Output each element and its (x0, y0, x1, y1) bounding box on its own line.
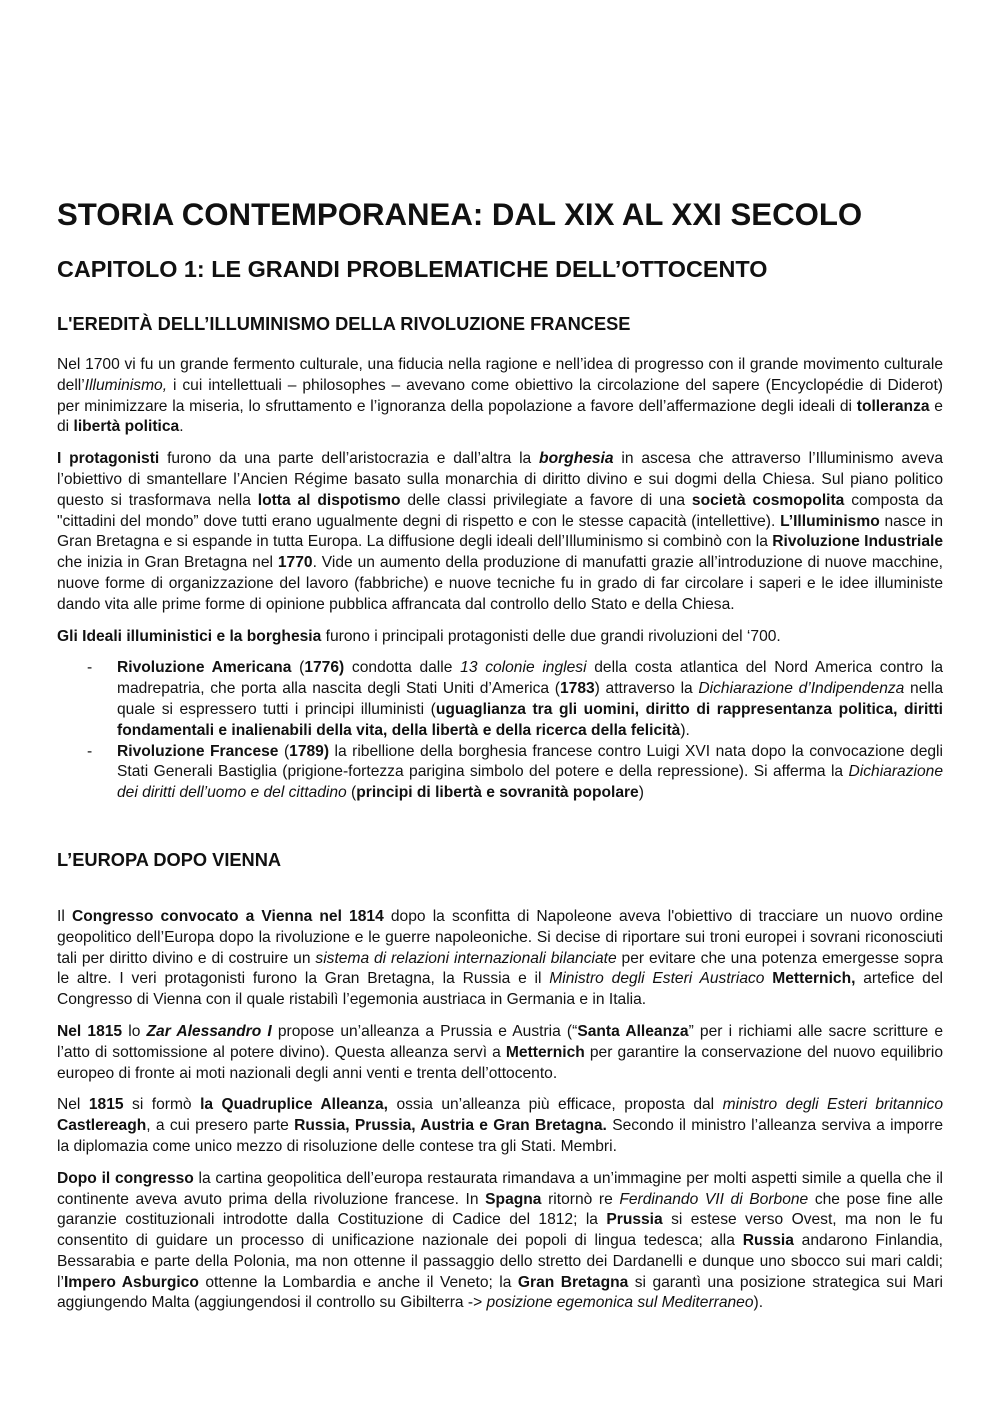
section-heading-illuminismo: L'EREDITÀ DELL’ILLUMINISMO DELLA RIVOLUZIONE FRANCESE (57, 313, 631, 334)
revolutions-list (57, 658, 943, 804)
paragraph-quadruplice-alleanza: Nel 1815 si formò la Quadruplice Alleanza, ossia un’alleanza più efficace, proposta dal ministro degli Esteri britannico Castlereagh, a cui presero parte Russia, Prussia, Austria e Gran Bretagna. Secondo il ministro l’alleanza serviva a imporre la diplomazia come unico mezzo di risoluzione delle contese tra gli Stati. Membri. (57, 1096, 943, 1155)
paragraph-ideali-borghesia: Gli Ideali illuministici e la borghesia furono i principali protagonisti delle due grandi rivoluzioni del ‘700. (57, 627, 781, 645)
paragraph-protagonisti: I protagonisti furono da una parte dell’aristocrazia e dall’altra la borghesia in ascesa che attraverso l’Illuminismo aveva l’obiettivo di smantellare l’Ancien Régime basato sulla monarchia di diritto divino e sui dogmi della Chiesa. Sul piano politico questo si trasformava nella lotta al dispotismo delle classi privilegiate a favore di una società cosmopolita composta da "cittadini del mondo” dove tutti erano ugualmente degni di rispetto e con le stesse capacità (intellettive). L’Illuminismo nasce in Gran Bretagna e si espande in tutta Europa. La diffusione degli ideali dell’Illuminismo si combinò con la Rivoluzione Industriale che inizia in Gran Bretagna nel 1770. Vide un aumento della produzione di manufatti grazie all’introduzione di nuove macchine, nuove forme di organizzazione del lavoro (fabbriche) e nuove tecniche fu in grado di far circolare i saperi e le idee illuministe dando vita alle prime forme di opinione pubblica affrancata dal controllo dello Stato e della Chiesa. (57, 450, 944, 613)
chapter-heading: CAPITOLO 1: LE GRANDI PROBLEMATICHE DELL’OTTOCENTO (57, 256, 768, 282)
paragraph-dopo-congresso: Dopo il congresso la cartina geopolitica dell’europa restaurata rimandava a un’immagine per molti aspetti simile a quella che il continente aveva avuto prima della rivoluzione francese. In Spagna ritornò re Ferdinando VII di Borbone che pose fine alle garanzie costituzionali introdotte dalla Costituzione di Cadice del 1812; la Prussia si estese verso Ovest, ma non le fu consentito di guidare un processo di unificazione nazionale dei popoli di lingua tedesca; alla Russia andarono Finlandia, Bessarabia e parte della Polonia, ma non ottenne il passaggio dello stretto dei Dardanelli e dunque uno sbocco sui mari caldi; l’Impero Asburgico ottenne la Lombardia e anche il Veneto; la Gran Bretagna si garantì una posizione strategica sui Mari aggiungendo Malta (aggiungendosi il controllo su Gibilterra -> posizione egemonica sul Mediterraneo). (57, 1169, 944, 1312)
list-item-rivoluzione-francese: - Rivoluzione Francese (1789) la ribellione della borghesia francese contro Luigi XVI nata dopo la convocazione degli Stati Generali Bastiglia (prigione-fortezza parigina simbolo del potere e della repressione). Si afferma la Dichiarazione dei diritti dell’uomo e del cittadino (principi di libertà e sovranità popolare) (117, 742, 943, 804)
section-heading-europa-vienna: L’EUROPA DOPO VIENNA (57, 848, 282, 870)
document-title: STORIA CONTEMPORANEA: DAL XIX AL XXI SECOLO (57, 197, 863, 232)
list-item-rivoluzione-americana: - Rivoluzione Americana (1776) condotta dalle 13 colonie inglesi della costa atlantica del Nord America contro la madrepatria, che porta alla nascita degli Stati Uniti d’America (1783) attraverso la Dichiarazione d’Indipendenza nella quale si espressero tutti i principi illuministi (uguaglianza tra gli uomini, diritto di rappresentanza politica, diritti fondamentali e inalienabili della vita, della libertà e della ricerca della felicità). (117, 658, 943, 741)
paragraph-santa-alleanza: Nel 1815 lo Zar Alessandro I propose un’alleanza a Prussia e Austria (“Santa Alleanza” per i richiami alle sacre scritture e l’atto di sottomissione al potere divino). Questa alleanza servì a Metternich per garantire la conservazione del nuovo equilibrio europeo di fronte ai moti nazionali degli anni venti e trenta dell’ottocento. (57, 1022, 944, 1082)
paragraph-illuminismo-intro: Nel 1700 vi fu un grande fermento culturale, una fiducia nella ragione e nell’idea di progresso con il grande movimento culturale dell’Illuminismo, i cui intellettuali – philosophes – avevano come obiettivo la circolazione del sapere (Encyclopédie di Diderot) per minimizzare la miseria, lo sfruttamento e l’ignoranza della popolazione a favore dell’affermazione degli ideali di tolleranza e di libertà politica. (57, 356, 943, 436)
paragraph-congresso-vienna: Il Congresso convocato a Vienna nel 1814 dopo la sconfitta di Napoleone aveva l'obiettivo di tracciare un nuovo ordine geopolitico dell’Europa dopo la rivoluzione e le guerre napoleoniche. Si decise di riportare sui troni europei i sovrani riconosciuti tali per diritto divino e di costruire un sistema di relazioni internazionali bilanciate per evitare che una potenza emergesse sopra le altre. I veri protagonisti furono la Gran Bretagna, la Russia e il Ministro degli Esteri Austriaco Metternich, artefice del Congresso di Vienna con il quale ristabilì l’egemonia austriaca in Germania e in Italia. (57, 907, 943, 1009)
